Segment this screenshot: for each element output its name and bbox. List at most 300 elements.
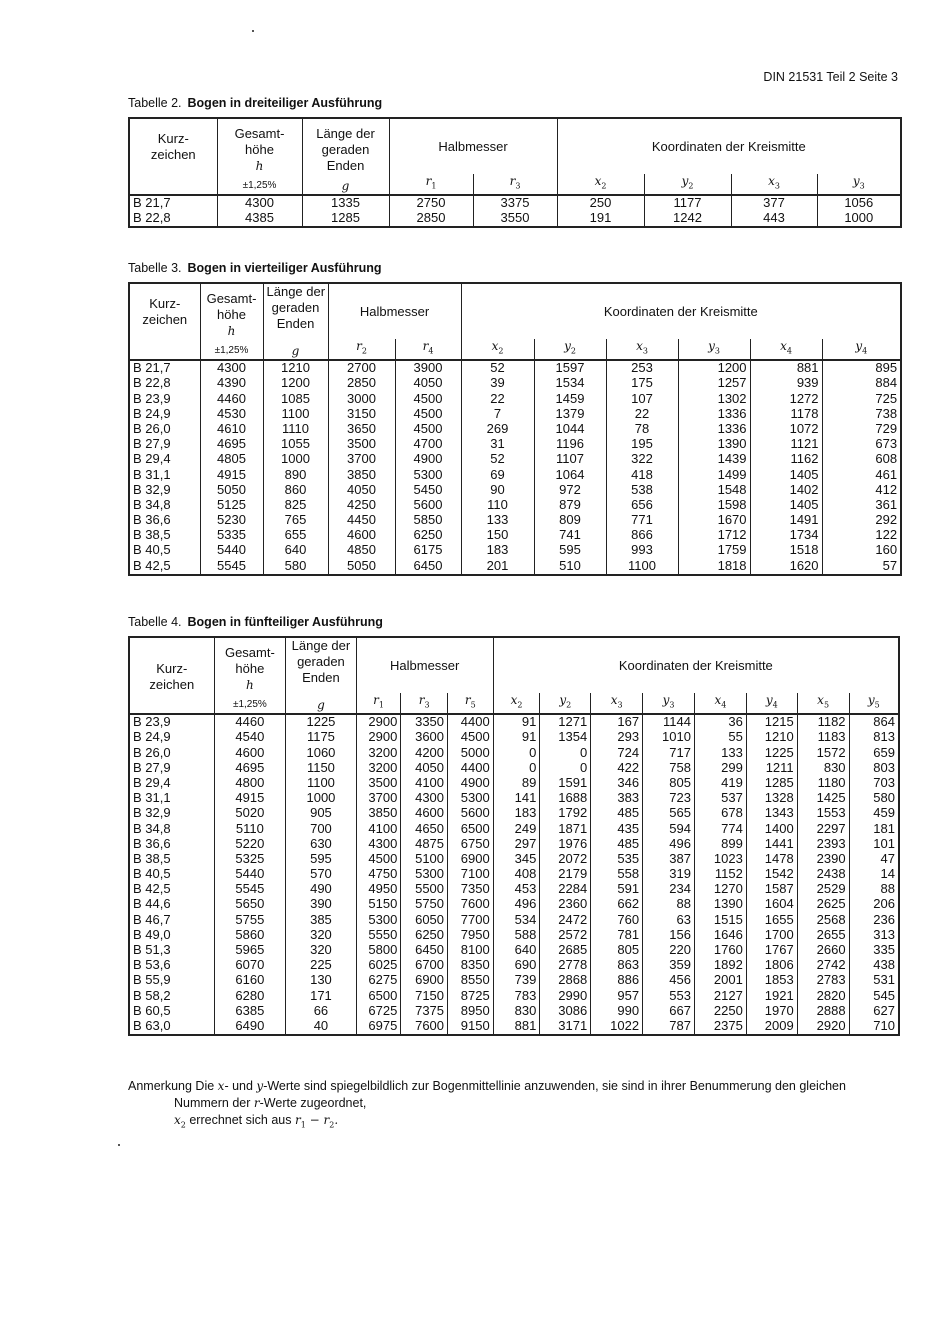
value-cell: 459: [849, 806, 899, 821]
value-cell: 0: [540, 760, 591, 775]
value-cell: 884: [822, 376, 901, 391]
value-cell: 805: [643, 776, 695, 791]
value-cell: 5220: [214, 836, 286, 851]
kurzzeichen-cell: B 40,5: [129, 543, 200, 558]
value-cell: 90: [461, 482, 534, 497]
value-cell: 234: [643, 882, 695, 897]
value-cell: 1242: [644, 211, 731, 227]
value-cell: 771: [606, 513, 678, 528]
value-cell: 741: [534, 528, 606, 543]
value-cell: 4950: [356, 882, 401, 897]
table-row: [129, 867, 899, 882]
table3-head-gesamthoehe: Gesamt- höhe h: [200, 283, 263, 339]
table4: [128, 636, 900, 1036]
value-cell: 6050: [401, 912, 448, 927]
value-cell: 627: [849, 1003, 899, 1018]
value-cell: 4100: [356, 821, 401, 836]
table3-head-kurzzeichen: Kurz- zeichen: [129, 283, 200, 339]
value-cell: 88: [849, 882, 899, 897]
value-cell: 6280: [214, 988, 286, 1003]
value-cell: 678: [694, 806, 746, 821]
value-cell: 2900: [356, 714, 401, 730]
kurzzeichen-cell: B 36,6: [129, 836, 214, 851]
value-cell: 4500: [395, 422, 461, 437]
value-cell: 1553: [797, 806, 849, 821]
value-cell: 1548: [678, 482, 750, 497]
value-cell: 1759: [678, 543, 750, 558]
value-cell: 990: [591, 1003, 643, 1018]
table3-tolerance: ±1,25%: [200, 339, 263, 360]
value-cell: 881: [493, 1019, 540, 1035]
value-cell: 2900: [356, 730, 401, 745]
t3-sub-y2: $y_2$: [534, 339, 606, 360]
table-row: [129, 958, 899, 973]
value-cell: 6500: [448, 821, 494, 836]
value-cell: 390: [286, 897, 357, 912]
value-cell: 1441: [746, 836, 797, 851]
value-cell: 3086: [540, 1003, 591, 1018]
value-cell: 2655: [797, 928, 849, 943]
value-cell: 1055: [263, 437, 328, 452]
table2-caption-label: Tabelle 2.: [128, 96, 182, 110]
value-cell: 320: [286, 943, 357, 958]
t4-sub-r1: $r_1$: [356, 693, 401, 714]
value-cell: 1200: [263, 376, 328, 391]
value-cell: 1591: [540, 776, 591, 791]
kurzzeichen-cell: B 32,9: [129, 806, 214, 821]
table4-tolerance: ±1,25%: [214, 693, 286, 714]
value-cell: 939: [750, 376, 822, 391]
t4-sub-r5: $r_5$: [448, 693, 494, 714]
value-cell: 2783: [797, 973, 849, 988]
table-row: [129, 730, 899, 745]
value-cell: 1196: [534, 437, 606, 452]
value-cell: 66: [286, 1003, 357, 1018]
value-cell: 5020: [214, 806, 286, 821]
t3-sub-x3: $x_3$: [606, 339, 678, 360]
table-row: [129, 437, 901, 452]
value-cell: 1010: [643, 730, 695, 745]
table-row: [129, 912, 899, 927]
value-cell: 5230: [200, 513, 263, 528]
value-cell: 703: [849, 776, 899, 791]
value-cell: 809: [534, 513, 606, 528]
value-cell: 1818: [678, 558, 750, 574]
value-cell: 4460: [200, 391, 263, 406]
value-cell: 630: [286, 836, 357, 851]
value-cell: 2390: [797, 852, 849, 867]
footnote: [128, 1078, 908, 1133]
table4-body: [129, 714, 899, 1035]
value-cell: 3200: [356, 760, 401, 775]
value-cell: 4050: [401, 760, 448, 775]
value-cell: 1110: [263, 422, 328, 437]
t4-sub-r3: $r_3$: [401, 693, 448, 714]
table-row: [129, 391, 901, 406]
value-cell: 3900: [395, 360, 461, 376]
table2-head-halbmesser: Halbmesser: [389, 118, 557, 174]
value-cell: 7700: [448, 912, 494, 927]
value-cell: 5545: [200, 558, 263, 574]
kurzzeichen-cell: B 26,0: [129, 422, 200, 437]
value-cell: 191: [557, 211, 644, 227]
value-cell: 6450: [401, 943, 448, 958]
table-row: [129, 406, 901, 421]
value-cell: 1183: [797, 730, 849, 745]
value-cell: 1336: [678, 422, 750, 437]
value-cell: 346: [591, 776, 643, 791]
value-cell: 1177: [644, 195, 731, 211]
t4-sub-y2: $y_2$: [540, 693, 591, 714]
value-cell: 2127: [694, 988, 746, 1003]
table-row: [129, 882, 899, 897]
table-row: [129, 988, 899, 1003]
value-cell: 5300: [448, 791, 494, 806]
table-row: [129, 467, 901, 482]
value-cell: 531: [849, 973, 899, 988]
value-cell: 673: [822, 437, 901, 452]
table-row: [129, 760, 899, 775]
value-cell: 361: [822, 498, 901, 513]
t4-sub-y4: $y_4$: [746, 693, 797, 714]
value-cell: 4600: [328, 528, 395, 543]
kurzzeichen-cell: B 36,6: [129, 513, 200, 528]
value-cell: 813: [849, 730, 899, 745]
value-cell: 377: [731, 195, 817, 211]
value-cell: 0: [493, 760, 540, 775]
value-cell: 8725: [448, 988, 494, 1003]
t3-sub-y3: $y_3$: [678, 339, 750, 360]
value-cell: 2009: [746, 1019, 797, 1035]
value-cell: 830: [797, 760, 849, 775]
value-cell: 456: [643, 973, 695, 988]
value-cell: 6900: [448, 852, 494, 867]
value-cell: 2685: [540, 943, 591, 958]
value-cell: 890: [263, 467, 328, 482]
value-cell: 133: [461, 513, 534, 528]
value-cell: 385: [286, 912, 357, 927]
value-cell: 183: [493, 806, 540, 821]
value-cell: 7375: [401, 1003, 448, 1018]
value-cell: 1152: [694, 867, 746, 882]
value-cell: 3200: [356, 745, 401, 760]
table4-head-laenge: Länge der geraden Enden: [286, 637, 357, 693]
value-cell: 6250: [395, 528, 461, 543]
value-cell: 110: [461, 498, 534, 513]
value-cell: 1328: [746, 791, 797, 806]
value-cell: 6385: [214, 1003, 286, 1018]
table3-g-symbol: g: [263, 339, 328, 360]
value-cell: 8100: [448, 943, 494, 958]
value-cell: 3171: [540, 1019, 591, 1035]
value-cell: 220: [643, 943, 695, 958]
value-cell: 1688: [540, 791, 591, 806]
value-cell: 534: [493, 912, 540, 927]
value-cell: 805: [591, 943, 643, 958]
value-cell: 1225: [746, 745, 797, 760]
value-cell: 150: [461, 528, 534, 543]
kurzzeichen-cell: B 58,2: [129, 988, 214, 1003]
value-cell: 490: [286, 882, 357, 897]
value-cell: 1285: [302, 211, 389, 227]
value-cell: 1620: [750, 558, 822, 574]
value-cell: 250: [557, 195, 644, 211]
value-cell: 1144: [643, 714, 695, 730]
value-cell: 1215: [746, 714, 797, 730]
value-cell: 2660: [797, 943, 849, 958]
table3-caption-label: Tabelle 3.: [128, 261, 182, 275]
value-cell: 580: [263, 558, 328, 574]
table2-head-koordinaten: Koordinaten der Kreismitte: [557, 118, 901, 174]
value-cell: 6490: [214, 1019, 286, 1035]
value-cell: 195: [606, 437, 678, 452]
table3-head-laenge: Länge der geraden Enden: [263, 283, 328, 339]
table-row: [129, 211, 901, 227]
note-y-symbol: y: [256, 1079, 264, 1093]
value-cell: 863: [591, 958, 643, 973]
value-cell: 4900: [395, 452, 461, 467]
value-cell: 640: [263, 543, 328, 558]
value-cell: 656: [606, 498, 678, 513]
table-row: [129, 528, 901, 543]
note-text: - und: [224, 1079, 257, 1093]
t4-sub-x2: $x_2$: [493, 693, 540, 714]
value-cell: 774: [694, 821, 746, 836]
value-cell: 2820: [797, 988, 849, 1003]
value-cell: 3850: [356, 806, 401, 821]
t2-sub-x2: $x_2$: [557, 174, 644, 195]
value-cell: 52: [461, 360, 534, 376]
value-cell: 2750: [389, 195, 473, 211]
kurzzeichen-cell: B 63,0: [129, 1019, 214, 1035]
table-row: [129, 852, 899, 867]
value-cell: 57: [822, 558, 901, 574]
value-cell: 879: [534, 498, 606, 513]
value-cell: 1478: [746, 852, 797, 867]
value-cell: 2284: [540, 882, 591, 897]
value-cell: 5440: [200, 543, 263, 558]
table-row: [129, 452, 901, 467]
table3-subheader: [129, 339, 901, 360]
value-cell: 3000: [328, 391, 395, 406]
value-cell: 141: [493, 791, 540, 806]
note-label: Anmerkung: [128, 1079, 192, 1093]
value-cell: 485: [591, 836, 643, 851]
value-cell: 1390: [678, 437, 750, 452]
value-cell: 4300: [356, 836, 401, 851]
value-cell: 383: [591, 791, 643, 806]
value-cell: 249: [493, 821, 540, 836]
value-cell: 830: [493, 1003, 540, 1018]
table4-subheader: [129, 693, 899, 714]
value-cell: 36: [694, 714, 746, 730]
value-cell: 595: [286, 852, 357, 867]
table-row: [129, 943, 899, 958]
value-cell: 2868: [540, 973, 591, 988]
value-cell: 5860: [214, 928, 286, 943]
value-cell: 22: [461, 391, 534, 406]
value-cell: 3600: [401, 730, 448, 745]
kurzzeichen-cell: B 23,9: [129, 391, 200, 406]
value-cell: 181: [849, 821, 899, 836]
value-cell: 1892: [694, 958, 746, 973]
value-cell: 253: [606, 360, 678, 376]
table4-caption-title: Bogen in fünfteiliger Ausführung: [187, 615, 383, 629]
value-cell: 5100: [401, 852, 448, 867]
table-row: [129, 543, 901, 558]
value-cell: 3700: [328, 452, 395, 467]
value-cell: 1072: [750, 422, 822, 437]
value-cell: 6250: [401, 928, 448, 943]
value-cell: 412: [822, 482, 901, 497]
value-cell: 860: [263, 482, 328, 497]
value-cell: 14: [849, 867, 899, 882]
value-cell: 1210: [263, 360, 328, 376]
value-cell: 1175: [286, 730, 357, 745]
value-cell: 5150: [356, 897, 401, 912]
value-cell: 313: [849, 928, 899, 943]
kurzzeichen-cell: B 46,7: [129, 912, 214, 927]
t4-sub-x4: $x_4$: [694, 693, 746, 714]
value-cell: 419: [694, 776, 746, 791]
kurzzeichen-cell: B 29,4: [129, 776, 214, 791]
value-cell: 4875: [401, 836, 448, 851]
value-cell: 201: [461, 558, 534, 574]
table-row: [129, 1019, 899, 1035]
value-cell: 4805: [200, 452, 263, 467]
value-cell: 4540: [214, 730, 286, 745]
t2-sub-r3: $r_3$: [473, 174, 557, 195]
value-cell: 1767: [746, 943, 797, 958]
kurzzeichen-cell: B 21,7: [129, 360, 200, 376]
table-row: [129, 1003, 899, 1018]
value-cell: 1518: [750, 543, 822, 558]
value-cell: 69: [461, 467, 534, 482]
value-cell: 595: [534, 543, 606, 558]
value-cell: 640: [493, 943, 540, 958]
value-cell: 1343: [746, 806, 797, 821]
value-cell: 1734: [750, 528, 822, 543]
value-cell: 5440: [214, 867, 286, 882]
value-cell: 957: [591, 988, 643, 1003]
value-cell: 7350: [448, 882, 494, 897]
table-row: [129, 422, 901, 437]
value-cell: 22: [606, 406, 678, 421]
value-cell: 2393: [797, 836, 849, 851]
kurzzeichen-cell: B 22,8: [129, 211, 217, 227]
value-cell: 269: [461, 422, 534, 437]
value-cell: 3375: [473, 195, 557, 211]
note-x-symbol: x: [217, 1079, 225, 1093]
t2-sub-x3: $x_3$: [731, 174, 817, 195]
value-cell: 1162: [750, 452, 822, 467]
kurzzeichen-cell: B 23,9: [129, 714, 214, 730]
value-cell: 4695: [214, 760, 286, 775]
value-cell: 4500: [448, 730, 494, 745]
table-row: [129, 745, 899, 760]
table3: [128, 282, 902, 576]
note-r-symbol: r: [253, 1096, 260, 1110]
value-cell: 739: [493, 973, 540, 988]
value-cell: 183: [461, 543, 534, 558]
table2-head-laenge: Länge der geraden Enden: [302, 118, 389, 174]
value-cell: 1970: [746, 1003, 797, 1018]
kurzzeichen-cell: B 31,1: [129, 791, 214, 806]
value-cell: 156: [643, 928, 695, 943]
value-cell: 5335: [200, 528, 263, 543]
value-cell: 553: [643, 988, 695, 1003]
value-cell: 6070: [214, 958, 286, 973]
value-cell: 1060: [286, 745, 357, 760]
value-cell: 78: [606, 422, 678, 437]
table4-head-kurzzeichen: Kurz- zeichen: [129, 637, 214, 693]
value-cell: 3850: [328, 467, 395, 482]
value-cell: 5755: [214, 912, 286, 927]
kurzzeichen-cell: B 24,9: [129, 730, 214, 745]
t3-sub-r2: $r_2$: [328, 339, 395, 360]
table2-tolerance: ±1,25%: [217, 174, 302, 195]
value-cell: 345: [493, 852, 540, 867]
value-cell: 6025: [356, 958, 401, 973]
value-cell: 4915: [200, 467, 263, 482]
value-cell: 1302: [678, 391, 750, 406]
value-cell: 659: [849, 745, 899, 760]
value-cell: 565: [643, 806, 695, 821]
table4-g-symbol: g: [286, 693, 357, 714]
value-cell: 781: [591, 928, 643, 943]
value-cell: 5110: [214, 821, 286, 836]
kurzzeichen-cell: B 38,5: [129, 852, 214, 867]
value-cell: 1336: [678, 406, 750, 421]
value-cell: 4050: [395, 376, 461, 391]
value-cell: 662: [591, 897, 643, 912]
scan-speck: [118, 1144, 120, 1146]
value-cell: 1402: [750, 482, 822, 497]
value-cell: 1100: [263, 406, 328, 421]
value-cell: 438: [849, 958, 899, 973]
scan-speck: [252, 30, 254, 32]
value-cell: 2438: [797, 867, 849, 882]
value-cell: 570: [286, 867, 357, 882]
value-cell: 122: [822, 528, 901, 543]
value-cell: 2375: [694, 1019, 746, 1035]
value-cell: 2625: [797, 897, 849, 912]
value-cell: 6275: [356, 973, 401, 988]
kurzzeichen-cell: B 55,9: [129, 973, 214, 988]
table-row: [129, 376, 901, 391]
value-cell: 1425: [797, 791, 849, 806]
kurzzeichen-cell: B 44,6: [129, 897, 214, 912]
value-cell: 320: [286, 928, 357, 943]
table2-caption-title: Bogen in dreiteiliger Ausführung: [187, 96, 383, 110]
table-row: [129, 513, 901, 528]
value-cell: 160: [822, 543, 901, 558]
table2-body: [129, 195, 901, 227]
value-cell: 1150: [286, 760, 357, 775]
value-cell: 2360: [540, 897, 591, 912]
value-cell: 1271: [540, 714, 591, 730]
value-cell: 1211: [746, 760, 797, 775]
value-cell: 5850: [395, 513, 461, 528]
note-r-expression: $r_1 - r_2$.: [294, 1113, 339, 1130]
t3-sub-x4: $x_4$: [750, 339, 822, 360]
value-cell: 5300: [395, 467, 461, 482]
value-cell: 1792: [540, 806, 591, 821]
value-cell: 6975: [356, 1019, 401, 1035]
value-cell: 729: [822, 422, 901, 437]
value-cell: 4610: [200, 422, 263, 437]
value-cell: 591: [591, 882, 643, 897]
